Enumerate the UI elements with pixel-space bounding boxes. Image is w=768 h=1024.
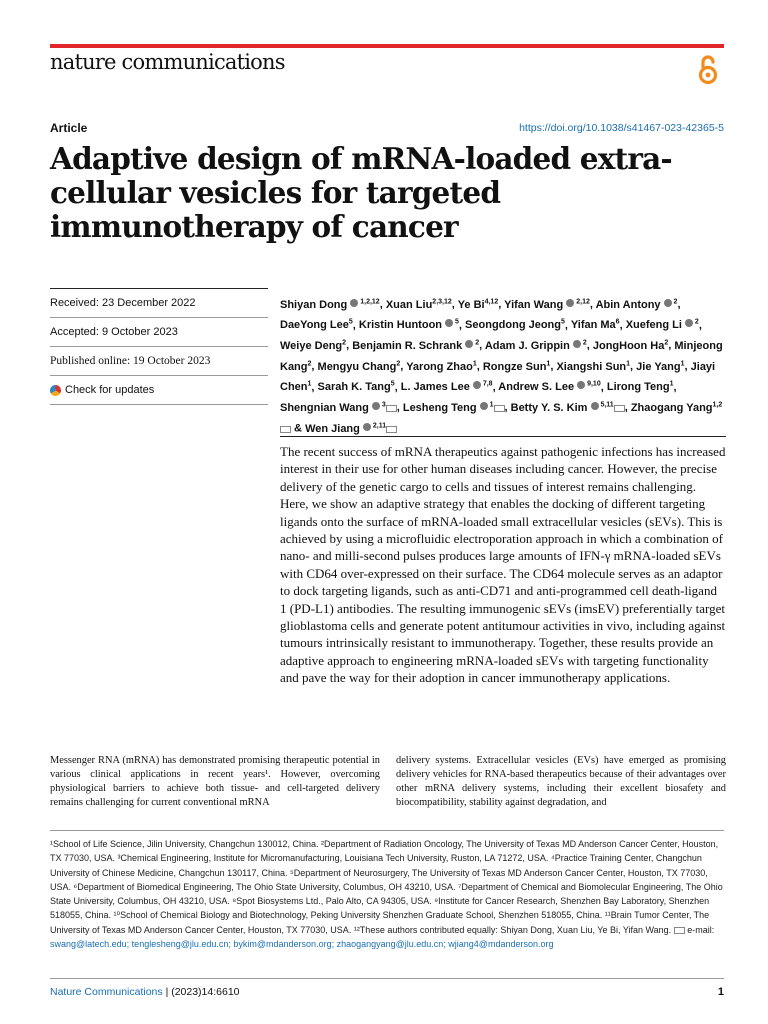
author-affiliation-sup: 9,10 (585, 380, 601, 388)
author-name: Xuan Liu (385, 298, 433, 311)
author-affiliation-sup: 2 (473, 339, 480, 347)
author-affiliation-sup: 1 (472, 359, 477, 367)
orcid-icon[interactable] (480, 402, 488, 410)
author[interactable] (318, 361, 401, 373)
journal-name: nature communications (50, 50, 285, 74)
affiliations-text: ¹School of Life Science, Jilin University, Changchun 130012, China. ²Department of Radiation Oncology, The University of Texas MD Anderson Cancer Center, Houston, TX 77030, USA. ³Chemical Engineering, Institute for Micromanufacturing, Louisiana Tech University, Ruston, LA 71272, USA. ⁴Practice Training Center, Changchun University of Chinese Medicine, Changchun 130117, China. ⁵Department of Neurosurgery, The University of Texas MD Anderson Cancer Center, Houston, TX 77030, USA. ⁶Department of Biomedical Engineering, The Ohio State University, Columbus, OH 43210, USA. ⁷Department of Chemical and Biomolecular Engineering, The Ohio State University, Columbus, OH 43210, USA. ⁸Spot Biosystems Ltd., Palo Alto, CA 94305, USA. ⁹Institute for Cancer Research, Shenzhen Bay Laboratory, Shenzhen 518055, China. ¹⁰School of Chemical Biology and Biotechnology, Peking University Shenzhen Graduate School, Shenzhen 518055, China. ¹¹Brain Tumor Center, The University of Texas MD Anderson Cancer Center, Houston, TX 77030, USA. ¹²These authors contributed equally: Shiyan Dong, Xuan Liu, Ye Bi, Yifan Wang. (50, 839, 723, 935)
email-icon[interactable] (386, 426, 397, 433)
author[interactable] (511, 402, 625, 414)
author[interactable] (280, 299, 380, 311)
author[interactable] (636, 361, 684, 373)
article-title: Adaptive design of mRNA-loaded extra-cellular vesicles for targeted immunotherapy of cancer (50, 141, 672, 244)
author-name: Yifan Ma (570, 319, 616, 332)
affiliations-divider (50, 830, 724, 831)
author-affiliation-sup: 1 (669, 380, 674, 388)
author-affiliation-sup: 2,3,12 (432, 298, 452, 305)
author[interactable] (571, 319, 620, 331)
email-icon (674, 927, 685, 934)
check-for-updates-label: Check for updates (65, 384, 155, 396)
author-affiliation-sup: 1 (546, 359, 551, 367)
author-name: Yarong Zhao (406, 360, 473, 373)
body-column-right: delivery systems. Extracellular vesicles (EVs) have emerged as promising delivery vehicles for RNA-based therapeutics because of their advantages over other mRNA delivery systems, including their excellent biosafety and biocompatibility, stability against degradation, and (396, 755, 726, 808)
author[interactable] (607, 381, 674, 393)
orcid-icon[interactable] (573, 340, 581, 348)
author-affiliation-sup: 3 (379, 401, 386, 409)
footer-volume: | (2023)14:6610 (165, 986, 240, 998)
author-name: Lesheng Teng (402, 401, 477, 414)
email-list[interactable]: swang@latech.edu; tenglesheng@jlu.edu.cn; bykim@mdanderson.org; zhaogangyang@jlu.edu.cn; wjiang4@mdanderson.org (50, 939, 554, 950)
author-affiliation-sup: 1,2 (712, 401, 723, 409)
author-name: Abin Antony (595, 298, 661, 311)
footer-citation (50, 986, 240, 998)
author[interactable] (280, 402, 397, 414)
author-affiliation-sup: 7,8 (480, 380, 493, 388)
crossmark-icon (50, 385, 61, 396)
author[interactable] (403, 402, 505, 414)
author-name: Shengnian Wang (280, 401, 369, 414)
check-for-updates-button[interactable] (50, 375, 268, 405)
body-column-left: Messenger RNA (mRNA) has demonstrated promising therapeutic potential in various clinical applications in recent years¹. However, overcoming physiological barriers to achieve both tissue- and cell-targeted delivery remains challenging for current conventional mRNA (50, 755, 380, 808)
author-name: Sarah K. Tang (317, 381, 391, 394)
author-affiliation-sup: 2 (664, 339, 669, 347)
email-icon[interactable] (614, 405, 625, 412)
author-name: Lirong Teng (606, 381, 670, 394)
published-date: Published online: 19 October 2023 (50, 346, 268, 375)
author-name: JongHoon Ha (592, 339, 665, 352)
author[interactable] (626, 319, 699, 331)
orcid-icon[interactable] (445, 319, 453, 327)
orcid-icon[interactable] (363, 423, 371, 431)
author-affiliation-sup: 5 (453, 318, 459, 326)
author[interactable] (352, 340, 479, 352)
email-icon[interactable] (386, 405, 397, 412)
dates-panel (50, 288, 268, 405)
author-affiliation-sup: 4,12 (484, 298, 499, 305)
author-name: Jie Yang (636, 360, 681, 373)
author[interactable] (483, 361, 550, 373)
author-affiliation-sup: 2 (671, 298, 678, 305)
open-access-icon[interactable] (697, 54, 719, 86)
orcid-icon[interactable] (473, 381, 481, 389)
email-icon[interactable] (280, 426, 291, 433)
author-affiliation-sup: 1,2,12 (358, 298, 380, 305)
author[interactable] (593, 340, 668, 352)
header-accent-bar (50, 44, 724, 48)
author[interactable] (406, 361, 477, 373)
author[interactable] (386, 299, 452, 311)
author-affiliation-sup: 6 (615, 318, 620, 326)
author-name: Andrew S. Lee (498, 381, 575, 394)
email-label: e-mail: (687, 924, 715, 935)
author-name: Yifan Wang (504, 298, 564, 311)
email-icon[interactable] (494, 405, 505, 412)
author-list: Shiyan Dong $^{1,2,12}$, Xuan Liu$^{2,3,12}$, Ye Bi$^{4,12}$, Yifan Wang $^{2,12}$, Abin Antony $^2$, DaeYong Lee$^5$, Kristin Huntoon $^5$, Seongdong Jeong$^5$, Yifan Ma$^6$, Xuefeng Li $^2$, Weiye Deng$^2$, Benjamin R. Schrank $^2$, Adam J. Grippin $^2$, JongHoon Ha$^2$, Minjeong Kang$^2$, Mengyu Chang$^2$, Yarong Zhao$^1$, Rongze Sun$^1$, Xiangshi Sun$^1$, Jie Yang$^1$, Jiayi Chen$^1$, Sarah K. Tang$^5$, L. James Lee $^{7,8}$, Andrew S. Lee $^{9,10}$, Lirong Teng$^1$, Shengnian Wang $^3$ , Lesheng Teng $^1$ , Betty Y. S. Kim $^{5,11}$ , Zhaogang Yang$^{1,2}$ & Wen Jiang $^{2,11}$ (280, 298, 723, 435)
author-affiliation-sup: 1 (487, 401, 494, 409)
author-name: Betty Y. S. Kim (510, 401, 588, 414)
author-name: Seongdong Jeong (465, 319, 561, 332)
author-affiliation-sup: 2,11 (370, 421, 387, 429)
footer-journal-link[interactable]: Nature Communications (50, 986, 163, 998)
orcid-icon[interactable] (591, 402, 599, 410)
author-affiliation-sup: 2 (692, 318, 699, 326)
affiliations (50, 837, 724, 951)
author[interactable] (280, 319, 353, 331)
author-name: Mengyu Chang (317, 360, 397, 373)
article-type: Article (50, 121, 88, 135)
author-name: Ye Bi (457, 298, 485, 311)
received-date: Received: 23 December 2022 (50, 288, 268, 317)
author-affiliation-sup: 1 (626, 359, 631, 367)
author-affiliation-sup: 5 (348, 318, 353, 326)
author[interactable] (280, 340, 346, 352)
author-affiliation-sup: 2 (396, 359, 401, 367)
author[interactable] (359, 319, 459, 331)
author[interactable] (596, 299, 678, 311)
author-name: Kristin Huntoon (358, 319, 443, 332)
author[interactable] (318, 381, 395, 393)
author[interactable] (401, 381, 493, 393)
author-name: Minjeong Kang (280, 339, 723, 373)
author[interactable] (504, 299, 590, 311)
orcid-icon[interactable] (664, 299, 672, 307)
author[interactable] (305, 423, 397, 435)
author[interactable] (485, 340, 587, 352)
author-name: Benjamin R. Schrank (352, 339, 463, 352)
author-affiliation-sup: 5 (390, 380, 395, 388)
author-affiliation-sup: 2 (307, 359, 312, 367)
author-name: Weiye Deng (280, 339, 343, 352)
author[interactable] (465, 319, 565, 331)
author-affiliation-sup: 5,11 (598, 401, 614, 409)
accepted-date: Accepted: 9 October 2023 (50, 317, 268, 346)
footer-divider (50, 978, 724, 979)
abstract: The recent success of mRNA therapeutics against pathogenic infections has increased interest in their use for other human diseases including cancer. However, the precise delivery of the genetic cargo to cells and tissues of interest remains challenging. Here, we show an adaptive strategy that enables the docking of different targeting ligands onto the surface of mRNA-loaded small extracellular vesicles (sEVs). This is achieved by using a microfluidic electroporation approach in which a combination of nano- and milli-second pulses produces large amounts of IFN-γ mRNA-loaded sEVs with CD64 over-expressed on their surface. The CD64 molecule serves as an adaptor to dock targeting ligands, such as anti-CD71 and anti-programmed cell death-ligand 1 (PD-L1) antibodies. The resulting immunogenic sEVs (imsEV) preferentially target glioblastoma cells and generate potent antitumour activities in vivo, including against tumours intrinsically resistant to immunotherapy. Together, these results provide an adaptive approach to engineering mRNA-loaded sEVs with targeting functionality and pave the way for their adoption in cancer immunotherapy applications. (280, 436, 726, 687)
orcid-icon[interactable] (685, 319, 693, 327)
author-affiliation-sup: 2 (580, 339, 587, 347)
doi-link[interactable]: https://doi.org/10.1038/s41467-023-42365-5 (519, 122, 724, 134)
author-name: L. James Lee (400, 381, 470, 394)
author-name: Xiangshi Sun (556, 360, 627, 373)
author-affiliation-sup: 1 (307, 380, 312, 388)
author-name: Rongze Sun (482, 360, 547, 373)
author-name: Shiyan Dong (280, 298, 348, 311)
author-name: Zhaogang Yang (630, 401, 713, 414)
author[interactable] (556, 361, 630, 373)
author-affiliation-sup: 1 (680, 359, 685, 367)
author-affiliation-sup: 2 (342, 339, 347, 347)
author-name: Adam J. Grippin (484, 339, 570, 352)
orcid-icon[interactable] (577, 381, 585, 389)
author-affiliation-sup: 2,12 (574, 298, 590, 305)
author-name: Wen Jiang (305, 422, 360, 435)
author-affiliation-sup: 5 (561, 318, 565, 326)
author-name: Xuefeng Li (625, 319, 682, 332)
author[interactable] (458, 299, 499, 311)
author[interactable] (498, 381, 600, 393)
author-name: DaeYong Lee (280, 319, 349, 332)
page-number: 1 (717, 986, 724, 998)
orcid-icon[interactable] (372, 402, 380, 410)
author-name: Jiayi Chen (280, 360, 716, 394)
